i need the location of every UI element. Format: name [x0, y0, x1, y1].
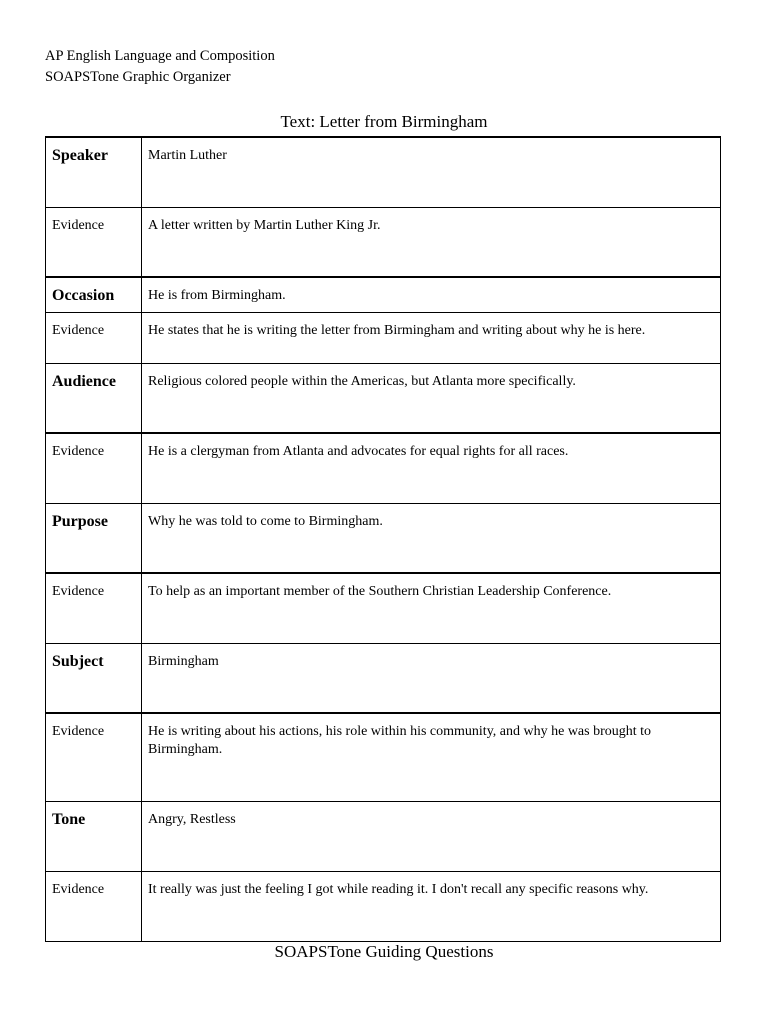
table-row-speaker: [46, 137, 721, 207]
row-value: Birmingham: [148, 653, 219, 669]
table-row-speaker-evidence: [46, 207, 721, 277]
row-label: Tone: [52, 810, 86, 828]
row-label: Evidence: [52, 217, 105, 233]
row-value: To help as an important member of the Southern Christian Leadership Conference.: [148, 584, 612, 599]
row-label: Evidence: [52, 724, 105, 739]
row-label: Evidence: [52, 881, 105, 897]
row-value: Religious colored people within the Americas, but Atlanta more specifically.: [148, 373, 576, 389]
soapstone-table: [45, 136, 721, 942]
row-label: Purpose: [52, 512, 108, 530]
table-row-subject: [46, 643, 721, 713]
row-label: Audience: [52, 372, 116, 390]
table-row-purpose-evidence: [46, 573, 721, 643]
guiding-questions-title: SOAPSTone Guiding Questions: [274, 942, 494, 961]
table-row-audience-evidence: [46, 433, 721, 503]
row-label: Speaker: [52, 147, 108, 164]
table-row-subject-evidence: [46, 713, 721, 801]
organizer-name: SOAPSTone Graphic Organizer: [45, 69, 231, 85]
row-value: He is from Birmingham.: [148, 288, 286, 303]
document-header: [45, 46, 275, 88]
row-label: Occasion: [52, 287, 115, 304]
row-value: He states that he is writing the letter from Birmingham and writing about why he is here.: [148, 322, 646, 338]
row-value: Why he was told to come to Birmingham.: [148, 513, 383, 529]
table-row-occasion-evidence: [46, 312, 721, 363]
table-row-tone: [46, 801, 721, 871]
row-value: It really was just the feeling I got while reading it. I don't recall any specific reasons why.: [148, 881, 649, 897]
text-title: Text: Letter from Birmingham: [280, 112, 488, 131]
row-label: Evidence: [52, 444, 105, 459]
table-row-occasion: [46, 277, 721, 312]
row-value: He is writing about his actions, his role within his community, and why he was brought to Birmingham.: [148, 724, 652, 757]
table-row-purpose: [46, 503, 721, 573]
table-row-audience: [46, 363, 721, 433]
row-label: Evidence: [52, 322, 105, 338]
row-value: A letter written by Martin Luther King Jr.: [148, 217, 381, 233]
course-name: AP English Language and Composition: [45, 48, 275, 64]
row-value: Angry, Restless: [148, 811, 236, 827]
row-label: Evidence: [52, 584, 105, 599]
table-row-tone-evidence: [46, 871, 721, 941]
row-value: He is a clergyman from Atlanta and advocates for equal rights for all races.: [148, 444, 569, 459]
row-label: Subject: [52, 652, 104, 670]
row-value: Martin Luther: [148, 148, 227, 163]
